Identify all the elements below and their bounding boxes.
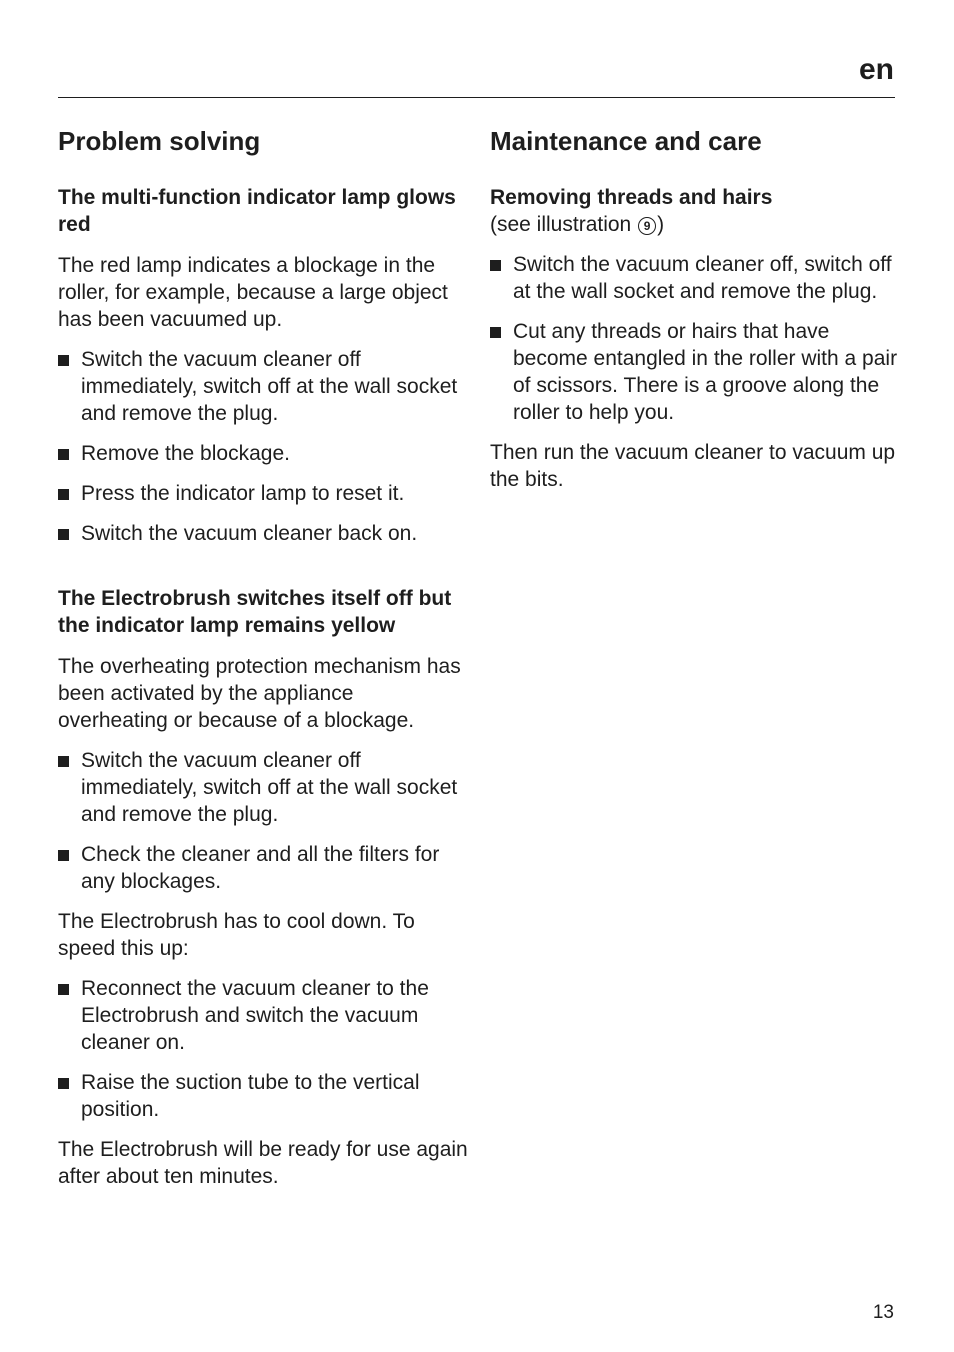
list-item: Switch the vacuum cleaner off, switch off at the wall socket and remove the plug. xyxy=(490,251,900,305)
language-code: en xyxy=(858,53,894,86)
header-rule xyxy=(58,97,895,98)
list-item: Switch the vacuum cleaner back on. xyxy=(58,520,468,547)
list-item: Reconnect the vacuum cleaner to the Electrobrush and switch the vacuum cleaner on. xyxy=(58,975,468,1056)
list-item: Remove the blockage. xyxy=(58,440,468,467)
list-cool-down-steps xyxy=(58,975,468,1123)
right-column xyxy=(490,124,900,506)
see-illustration-suffix: ) xyxy=(657,213,665,236)
paragraph-cool-down: The Electrobrush has to cool down. To speed this up: xyxy=(58,910,415,960)
list-overheating-steps xyxy=(58,747,468,895)
see-illustration xyxy=(490,213,664,236)
heading-removing-threads xyxy=(490,184,900,238)
section-title-maintenance: Maintenance and care xyxy=(490,126,762,156)
left-column xyxy=(58,124,468,1203)
list-item: Check the cleaner and all the filters for any blockages. xyxy=(58,841,468,895)
list-item: Switch the vacuum cleaner off immediately, switch off at the wall socket and remove the plug. xyxy=(58,747,468,828)
list-item: Cut any threads or hairs that have become entangled in the roller with a pair of scissors. There is a groove along the roller to help you. xyxy=(490,318,900,426)
list-item: Press the indicator lamp to reset it. xyxy=(58,480,468,507)
list-threads-steps xyxy=(490,251,900,426)
list-item: Raise the suction tube to the vertical position. xyxy=(58,1069,468,1123)
heading-red-lamp: The multi-function indicator lamp glows red xyxy=(58,186,456,236)
see-illustration-prefix: (see illustration xyxy=(490,213,638,236)
page-number: 13 xyxy=(872,1302,894,1323)
heading-electrobrush-off: The Electrobrush switches itself off but the indicator lamp remains yellow xyxy=(58,587,452,637)
paragraph-overheating: The overheating protection mechanism has been activated by the appliance overheating or because of a blockage. xyxy=(58,655,461,732)
illustration-number-icon: 9 xyxy=(638,217,656,235)
paragraph-red-lamp-intro: The red lamp indicates a blockage in the roller, for example, because a large object has been vacuumed up. xyxy=(58,254,448,331)
section-title-problem-solving: Problem solving xyxy=(58,126,261,156)
list-item: Switch the vacuum cleaner off immediately, switch off at the wall socket and remove the plug. xyxy=(58,346,468,427)
paragraph-run-cleaner: Then run the vacuum cleaner to vacuum up the bits. xyxy=(490,441,896,491)
paragraph-ready-again: The Electrobrush will be ready for use again after about ten minutes. xyxy=(58,1138,468,1188)
heading-text: Removing threads and hairs xyxy=(490,186,773,209)
list-red-lamp-steps xyxy=(58,346,468,547)
